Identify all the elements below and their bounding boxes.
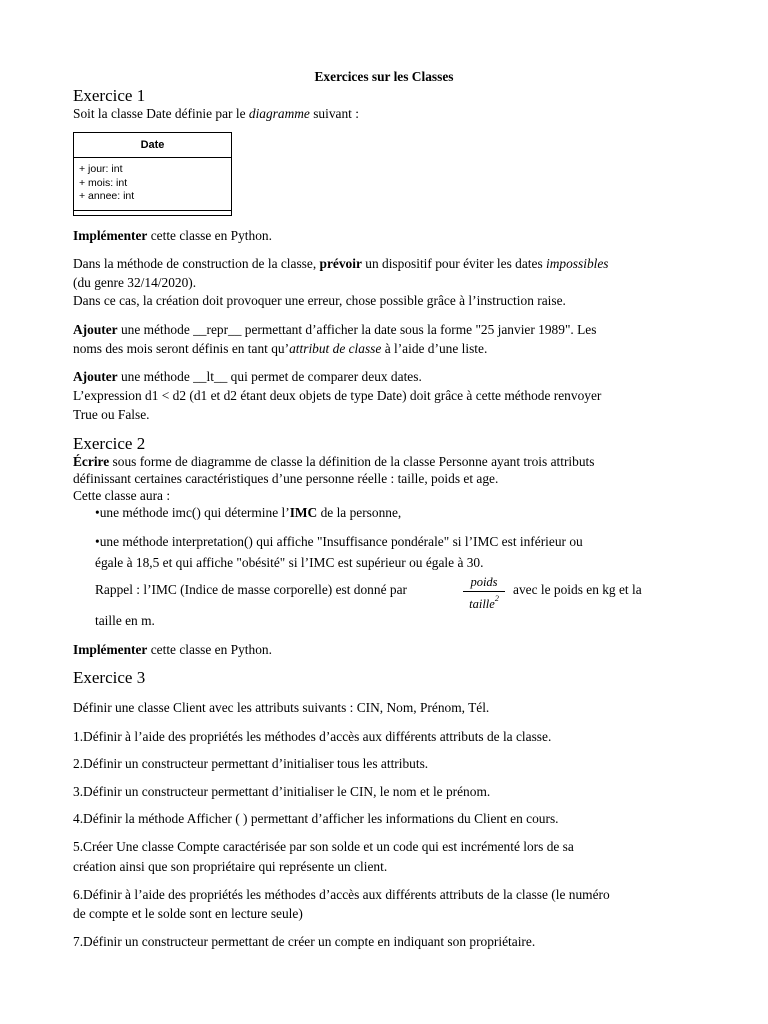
exercise-3-item-1: 1.Définir à l’aide des propriétés les méthodes d’accès aux différents attributs de la classe. [73,729,552,744]
uml-attributes [74,158,231,204]
exercise-1-implement: Implémenter cette classe en Python. [73,228,272,243]
exercise-3-item-3: 3.Définir un constructeur permettant d’initialiser le CIN, le nom et le prénom. [73,784,491,799]
exercise-1-para-3-line-2: noms des mois seront définis en tant qu’attribut de classe à l’aide d’une liste. [73,341,488,356]
formula-denominator: taille$^2$ [469,594,499,612]
exercise-2-line-3: Cette classe aura : [73,488,171,503]
exercise-2-rappel-suffix: avec le poids en kg et la [513,582,642,597]
exercise-2-heading: Exercice 2 [73,434,146,453]
exercise-1-para-3-line-1: Ajouter une méthode __repr__ permettant d’afficher la date sous la forme "25 janvier 1989". Les [73,322,597,337]
exercise-1-heading: Exercice 1 [73,86,146,105]
formula-numerator: poids [470,575,498,589]
exercise-3-item-6-line-2: de compte et le solde sont en lecture seule) [73,906,303,921]
exercise-3-item-2: 2.Définir un constructeur permettant d’initialiser tous les attributs. [73,756,429,771]
imc-formula [463,574,505,613]
document-title: Exercices sur les Classes [314,69,454,84]
uml-attribute: + mois: int [79,176,128,189]
exercise-3-item-7: 7.Définir un constructeur permettant de créer un compte en indiquant son propriétaire. [73,934,536,949]
exercise-3-heading: Exercice 3 [73,668,146,687]
exercise-2-bullet-2-line-1: •une méthode interpretation() qui affiche "Insuffisance pondérale" si l’IMC est inférieur ou [95,534,583,549]
exercise-3-intro: Définir une classe Client avec les attributs suivants : CIN, Nom, Prénom, Tél. [73,700,490,715]
uml-attribute: + jour: int [79,163,123,175]
uml-methods-compartment [73,210,232,216]
exercise-2-bullet-1: •une méthode imc() qui détermine l’IMC de la personne, [95,505,402,520]
uml-attribute: + annee: int [79,190,135,202]
exercise-2-rappel-end: taille en m. [95,613,155,628]
exercise-2-rappel-text: Rappel : l’IMC (Indice de masse corporelle) est donné par [95,582,407,597]
exercise-1-para-2-line-3: Dans ce cas, la création doit provoquer une erreur, chose possible grâce à l’instruction raise. [73,293,566,308]
exercise-2-line-1: Écrire sous forme de diagramme de classe la définition de la classe Personne ayant trois attributs [73,454,595,469]
exercise-2-implement: Implémenter cette classe en Python. [73,642,272,657]
exercise-3-item-4: 4.Définir la méthode Afficher ( ) permettant d’afficher les informations du Client en cours. [73,811,559,826]
exercise-2-bullet-2-line-2: égale à 18,5 et qui affiche "obésité" si l’IMC est supérieur ou égale à 30. [95,555,484,570]
uml-class-name: Date [74,133,231,158]
uml-class-diagram [73,132,232,216]
exercise-3-item-5-line-1: 5.Créer Une classe Compte caractérisée par son solde et un code qui est incrémenté lors de sa [73,839,574,854]
exercise-2-line-2: définissant certaines caractéristiques d’une personne réelle : taille, poids et age. [73,471,499,486]
exercise-3-item-5-line-2: création ainsi que son propriétaire qui représente un client. [73,859,388,874]
exercise-1-para-4-line-3: True ou False. [73,407,150,422]
exercise-1-intro: Soit la classe Date définie par le diagramme suivant : [73,106,359,121]
exercise-1-para-4-line-1: Ajouter une méthode __lt__ qui permet de comparer deux dates. [73,369,422,384]
exercise-1-para-4-line-2: L’expression d1 < d2 (d1 et d2 étant deux objets de type Date) doit grâce à cette méthode renvoyer [73,388,602,403]
exercise-1-para-2-line-1: Dans la méthode de construction de la classe, prévoir un dispositif pour éviter les dates impossibles [73,256,609,271]
exercise-3-item-6-line-1: 6.Définir à l’aide des propriétés les méthodes d’accès aux différents attributs de la classe (le numéro [73,887,610,902]
exercise-1-para-2-line-2: (du genre 32/14/2020). [73,275,197,290]
